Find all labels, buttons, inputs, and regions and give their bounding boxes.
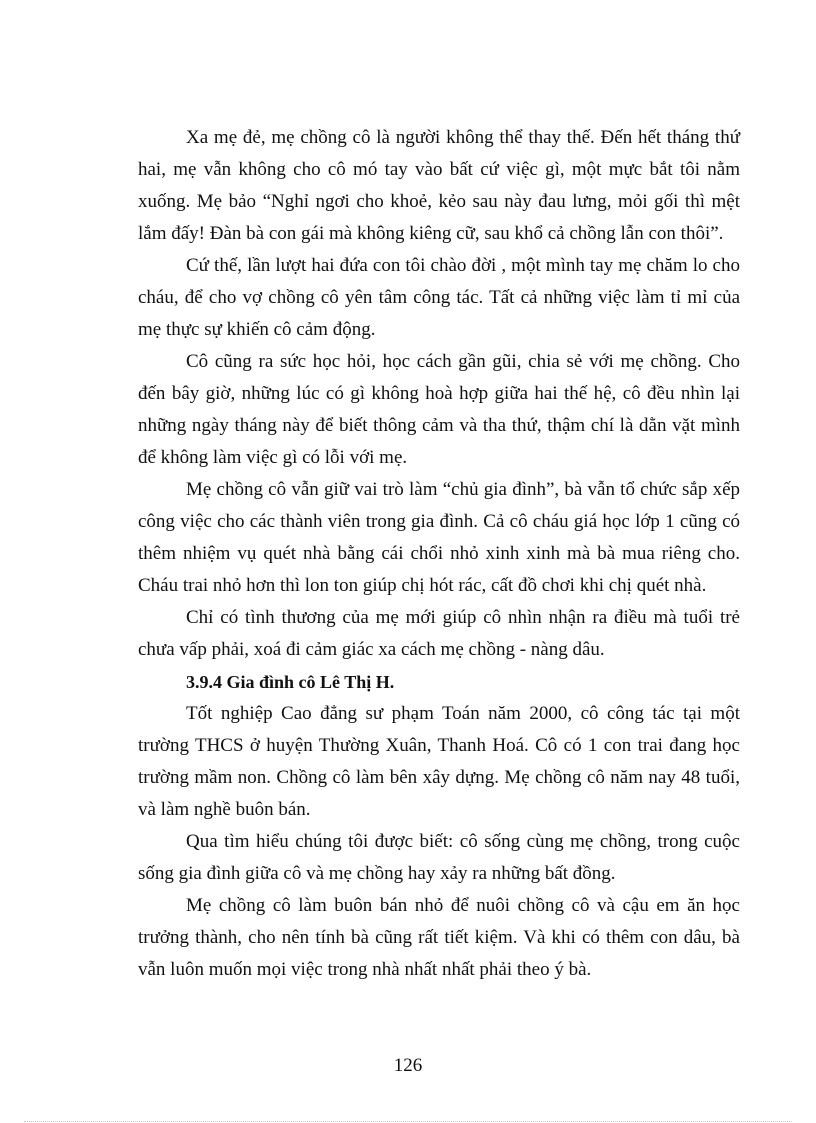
- paragraph-mother-in-law-care: Xa mẹ đẻ, mẹ chồng cô là người không thể thay thế. Đến hết tháng thứ hai, mẹ vẫn không cho cô mó tay vào bất cứ việc gì, một mực bắt tôi nằm xuống. Mẹ bảo “Nghỉ ngơi cho khoẻ, kẻo sau này đau lưng, mỏi gối thì mệt lắm đấy! Đàn bà con gái mà không kiêng cữ, sau khổ cả chồng lẫn con thôi”.: [138, 127, 740, 244]
- paragraph-head-of-family: Mẹ chồng cô vẫn giữ vai trò làm “chủ gia đình”, bà vẫn tổ chức sắp xếp công việc cho các thành viên trong gia đình. Cả cô cháu giá học lớp 1 cũng có thêm nhiệm vụ quét nhà bằng cái chổi nhỏ xinh xinh mà bà mua riêng cho. Cháu trai nhỏ hơn thì lon ton giúp chị hót rác, cất đồ chơi khi chị quét nhà.: [138, 479, 740, 596]
- document-body: [138, 122, 740, 986]
- page-bottom-divider: [24, 1121, 792, 1122]
- paragraph-findings: Qua tìm hiểu chúng tôi được biết: cô sống cùng mẹ chồng, trong cuộc sống gia đình giữa cô và mẹ chồng hay xảy ra những bất đồng.: [138, 831, 740, 884]
- paragraph-children-born: Cứ thế, lần lượt hai đứa con tôi chào đời , một mình tay mẹ chăm lo cho cháu, để cho vợ chồng cô yên tâm công tác. Tất cả những việc làm tỉ mỉ của mẹ thực sự khiến cô cảm động.: [138, 255, 740, 340]
- section-heading: 3.9.4 Gia đình cô Lê Thị H.: [186, 672, 395, 692]
- paragraph-background: Tốt nghiệp Cao đẳng sư phạm Toán năm 2000, cô công tác tại một trường THCS ở huyện Thường Xuân, Thanh Hoá. Cô có 1 con trai đang học trường mầm non. Chồng cô làm bên xây dựng. Mẹ chồng cô năm nay 48 tuổi, và làm nghề buôn bán.: [138, 703, 740, 820]
- paragraph-frugal-mother-in-law: Mẹ chồng cô làm buôn bán nhỏ để nuôi chồng cô và cậu em ăn học trưởng thành, cho nên tính bà cũng rất tiết kiệm. Và khi có thêm con dâu, bà vẫn luôn muốn mọi việc trong nhà nhất nhất phải theo ý bà.: [138, 895, 740, 980]
- paragraph-mothers-love: Chỉ có tình thương của mẹ mới giúp cô nhìn nhận ra điều mà tuổi trẻ chưa vấp phải, xoá đi cảm giác xa cách mẹ chồng - nàng dâu.: [138, 607, 740, 660]
- paragraph-learning-to-share: Cô cũng ra sức học hỏi, học cách gần gũi, chia sẻ với mẹ chồng. Cho đến bây giờ, những lúc có gì không hoà hợp giữa hai thế hệ, cô đều nhìn lại những ngày tháng này để biết thông cảm và tha thứ, thậm chí là dằn vặt mình để không làm việc gì có lỗi với mẹ.: [138, 351, 740, 468]
- page-number: 126: [393, 1055, 423, 1076]
